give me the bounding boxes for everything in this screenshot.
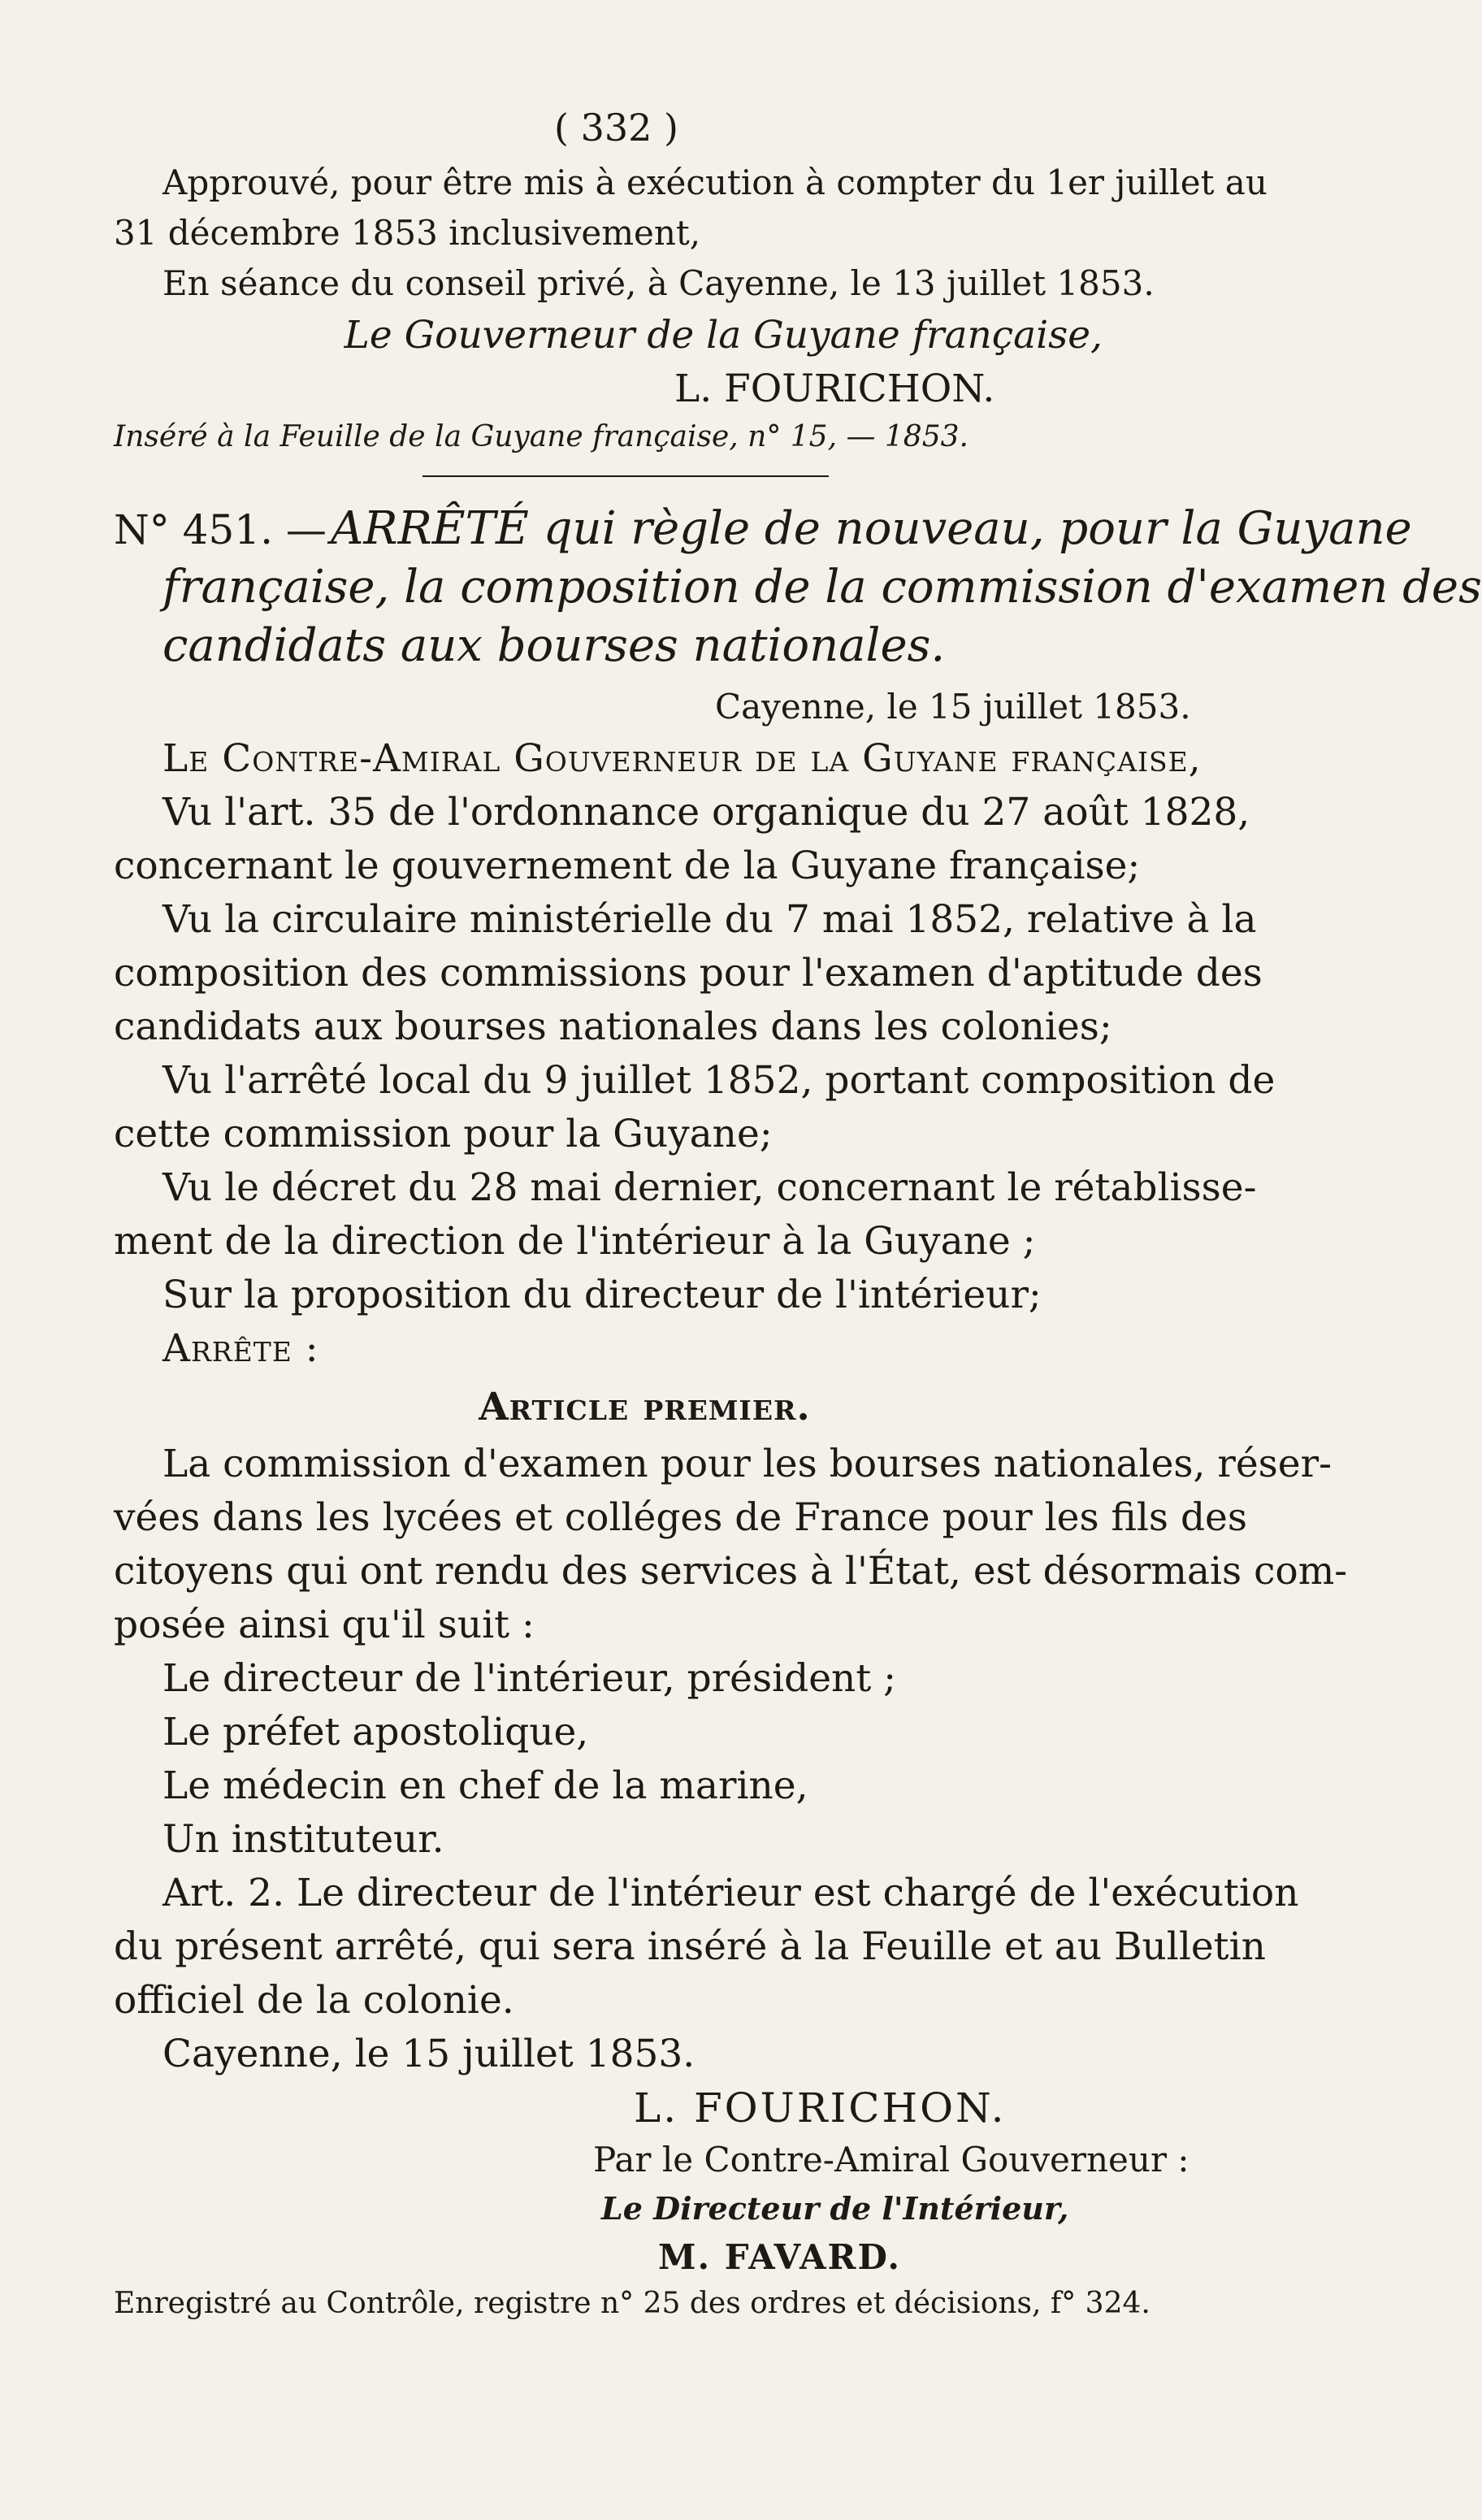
- article-2-line: du présent arrêté, qui sera inséré à la Feuille et au Bulletin: [114, 1924, 1266, 1969]
- preamble-line: cette commission pour la Guyane;: [114, 1112, 773, 1156]
- article-heading: Article premier.: [479, 1385, 811, 1429]
- arrete-verb: Arrête :: [162, 1326, 319, 1371]
- article-line: La commission d'examen pour les bourses nationales, réser-: [162, 1442, 1332, 1486]
- preamble-line: composition des commissions pour l'examen d'aptitude des: [114, 951, 1263, 995]
- article-line: posée ainsi qu'il suit :: [114, 1603, 535, 1647]
- registration-note: Enregistré au Contrôle, registre n° 25 des ordres et décisions, f° 324.: [114, 2287, 1150, 2320]
- separator-rule: [422, 475, 829, 477]
- preamble-line: Vu le décret du 28 mai dernier, concernant le rétablisse-: [162, 1165, 1257, 1210]
- arrete-title: française, la composition de la commission d'examen des: [162, 561, 1482, 614]
- article-2-line: Art. 2. Le directeur de l'intérieur est chargé de l'exécution: [162, 1871, 1299, 1915]
- preamble-line: Sur la proposition du directeur de l'intérieur;: [162, 1273, 1042, 1317]
- preamble-line: Vu l'art. 35 de l'ordonnance organique du 27 août 1828,: [162, 790, 1250, 835]
- approval-line: Approuvé, pour être mis à exécution à compter du 1er juillet au: [162, 163, 1268, 202]
- article-2-line: officiel de la colonie.: [114, 1978, 514, 2023]
- seance-line: En séance du conseil privé, à Cayenne, le 13 juillet 1853.: [162, 263, 1155, 303]
- governor-name: L. FOURICHON.: [674, 367, 995, 411]
- closing-date: Cayenne, le 15 juillet 1853.: [162, 2032, 696, 2076]
- preamble-line: concernant le gouvernement de la Guyane française;: [114, 844, 1141, 888]
- preamble-line: Vu la circulaire ministérielle du 7 mai 1852, relative à la: [162, 897, 1257, 942]
- signature-name: L. FOURICHON.: [634, 2084, 1007, 2132]
- preamble-line: Vu l'arrêté local du 9 juillet 1852, portant composition de: [162, 1058, 1276, 1103]
- governor-title: Le Gouverneur de la Guyane française,: [344, 313, 1103, 358]
- previous-act-closing: [114, 158, 1298, 458]
- arrete-number: N° 451. —: [114, 506, 327, 553]
- approval-line: 31 décembre 1853 inclusivement,: [114, 213, 701, 253]
- article-line: citoyens qui ont rendu des services à l'État, est désormais com-: [114, 1549, 1348, 1594]
- preamble-line: ment de la direction de l'intérieur à la Guyane ;: [114, 1219, 1036, 1264]
- member-item: Le médecin en chef de la marine,: [162, 1763, 808, 1808]
- arrete-title: candidats aux bourses nationales.: [162, 619, 946, 672]
- page-number: ( 332 ): [554, 106, 678, 150]
- member-label: Le directeur de l'intérieur, président ;: [162, 1656, 896, 1701]
- director-title: Le Directeur de l'Intérieur,: [601, 2190, 1069, 2227]
- arrete-title: ARRÊTÉ qui règle de nouveau, pour la Guyane: [330, 502, 1412, 555]
- preamble-line: Le Contre-Amiral Gouverneur de la Guyane française,: [162, 736, 1202, 781]
- preamble-line: candidats aux bourses nationales dans les colonies;: [114, 1004, 1112, 1049]
- countersign-intro: Par le Contre-Amiral Gouverneur :: [593, 2140, 1190, 2180]
- member-item: [114, 1652, 1298, 1706]
- member-item: Un instituteur.: [162, 1817, 444, 1862]
- member-item: Le préfet apostolique,: [162, 1710, 589, 1754]
- article-line: vées dans les lycées et colléges de France pour les fils des: [114, 1495, 1247, 1540]
- director-name: M. FAVARD.: [658, 2237, 901, 2277]
- dateline: Cayenne, le 15 juillet 1853.: [715, 687, 1191, 727]
- arrete-451: [114, 500, 1482, 2324]
- insertion-note: Inséré à la Feuille de la Guyane française, n° 15, — 1853.: [114, 420, 968, 453]
